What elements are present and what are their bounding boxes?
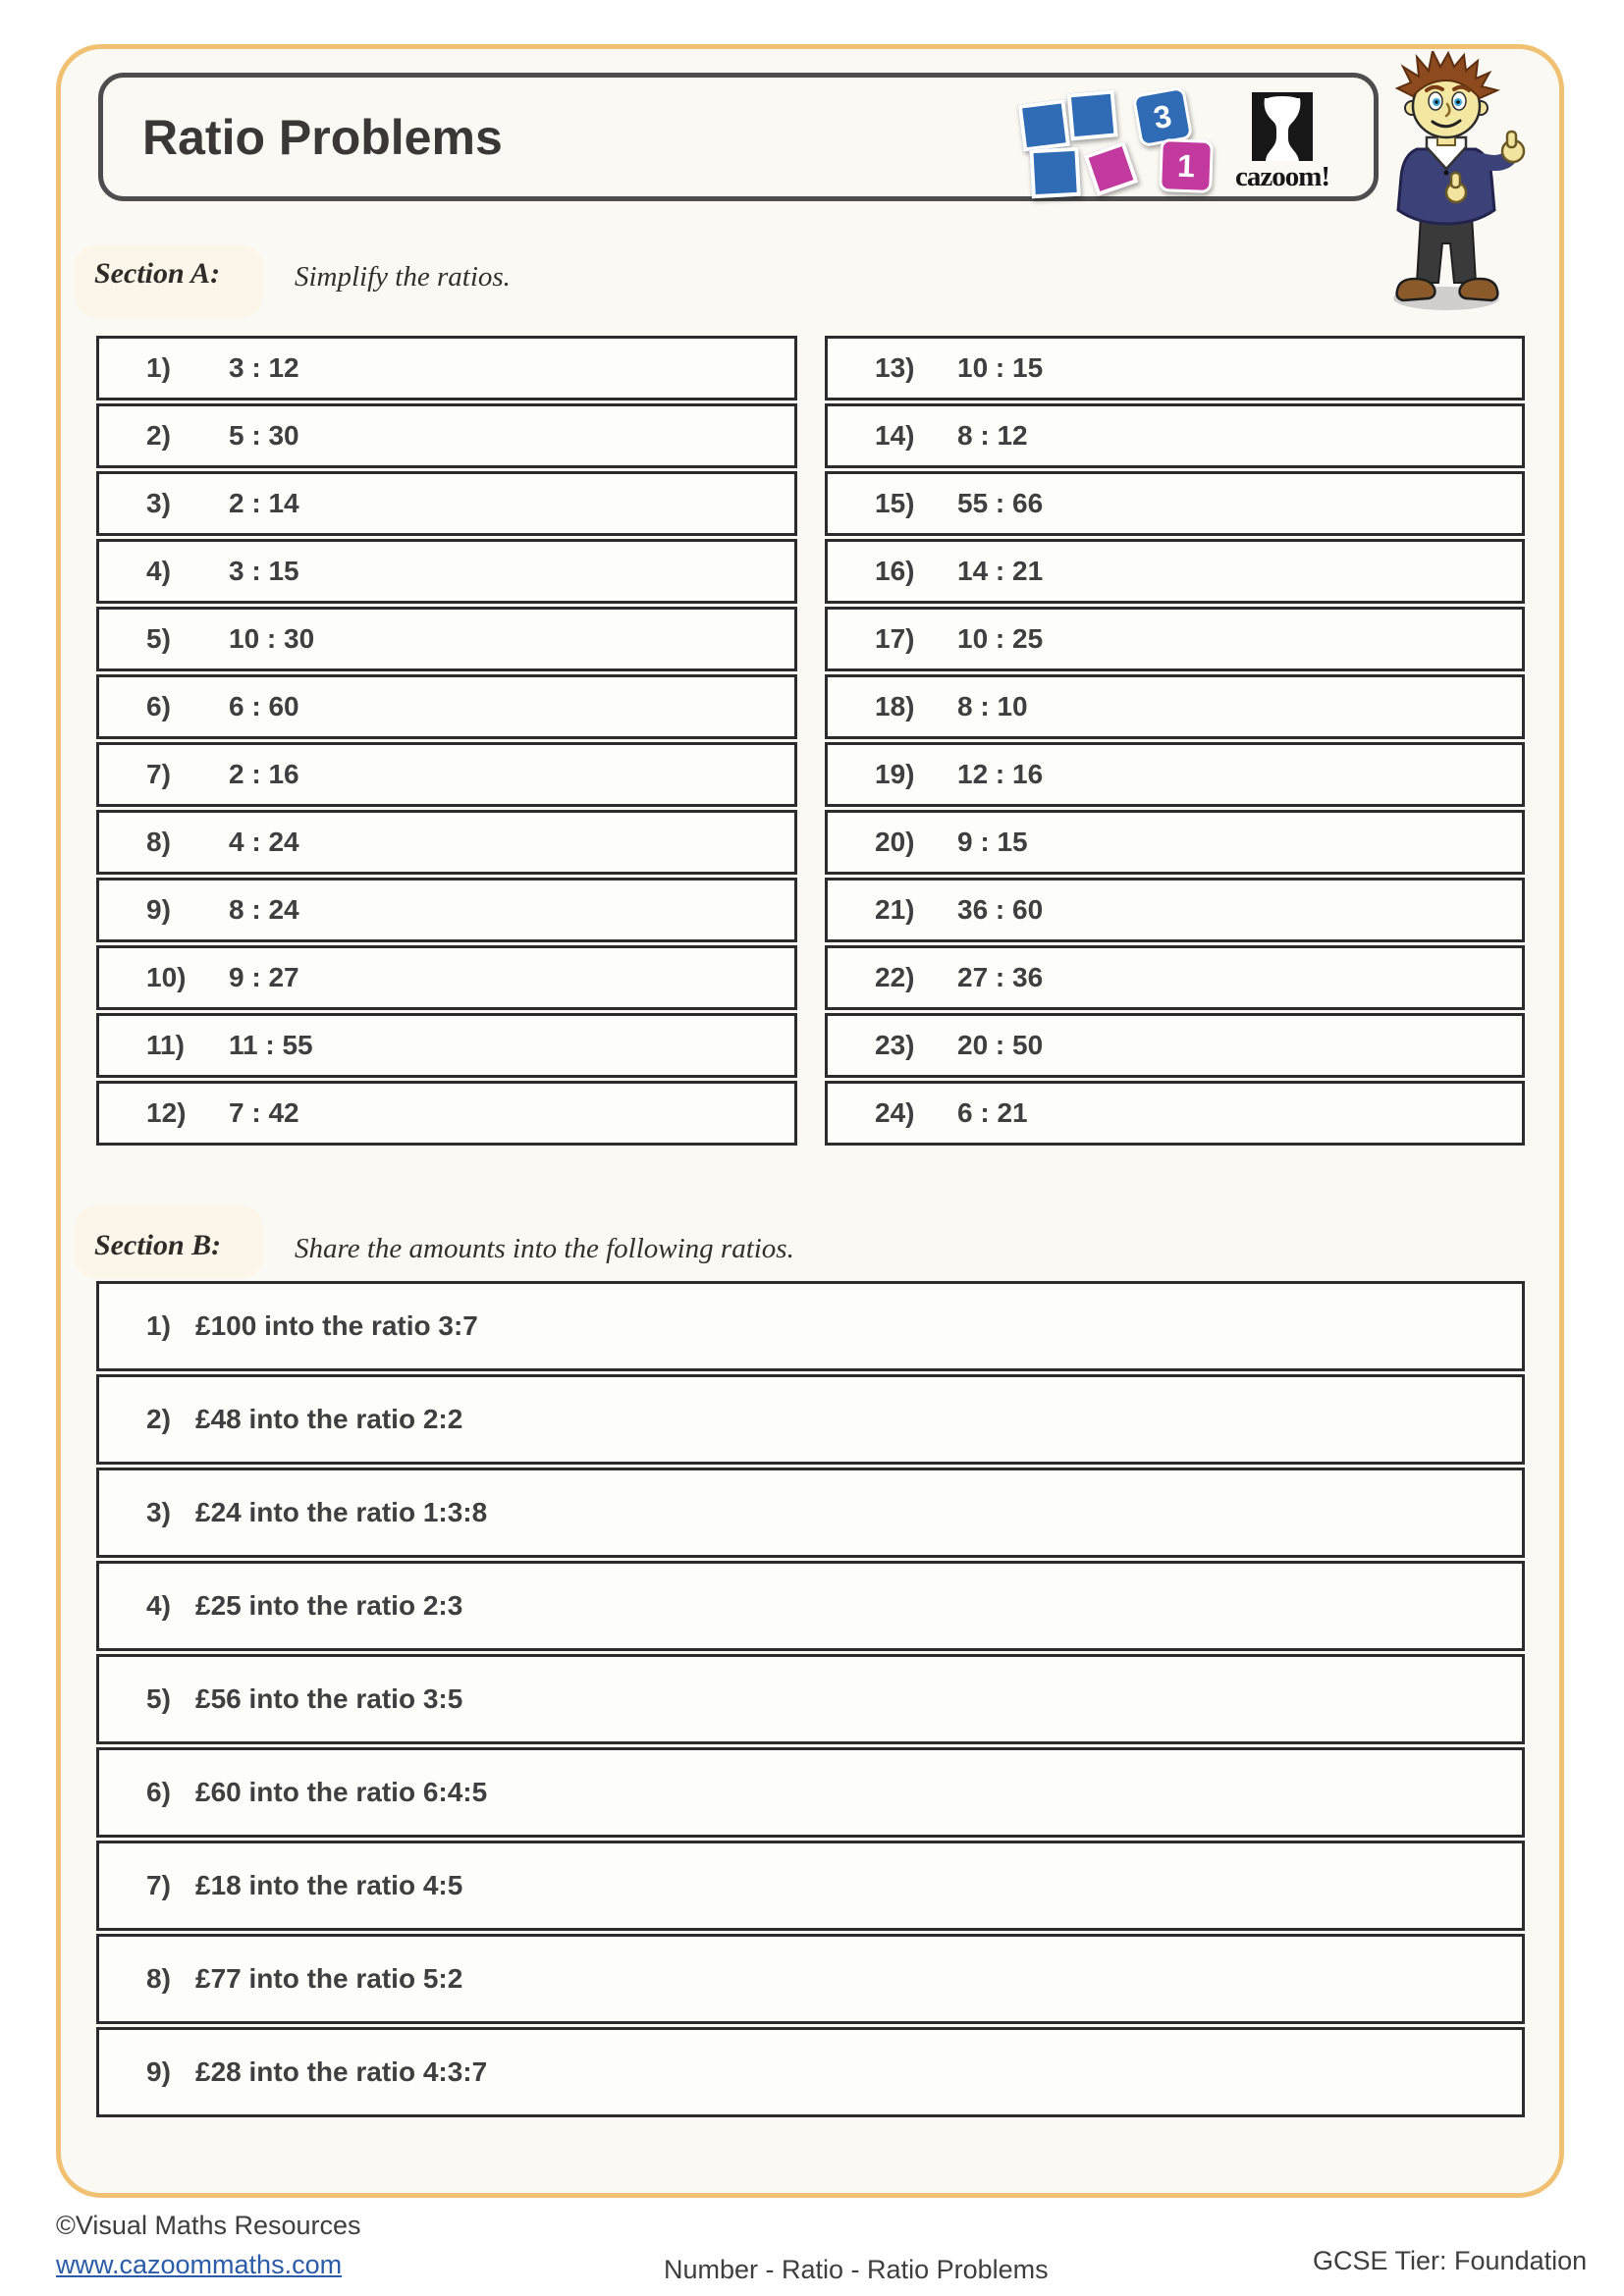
item-number: 7) — [146, 759, 171, 789]
section-a-instruction: Simplify the ratios. — [295, 261, 511, 293]
item-text: £28 into the ratio 4:3:7 — [195, 2056, 488, 2087]
ratio-item — [825, 403, 1525, 468]
title-box — [98, 73, 1379, 201]
item-ratio: 3 : 12 — [229, 352, 299, 383]
item-text: £77 into the ratio 5:2 — [195, 1963, 463, 1994]
logo-number-tile-icon — [1159, 138, 1214, 193]
item-number: 14) — [875, 420, 915, 451]
ratio-item — [825, 539, 1525, 604]
item-ratio: 5 : 30 — [229, 420, 299, 451]
section-b-list — [96, 1281, 1525, 2117]
section-b-label: Section B: — [94, 1229, 222, 1261]
footer-tier: GCSE Tier: Foundation — [1313, 2246, 1588, 2275]
section-b-instruction: Share the amounts into the following ratios. — [295, 1233, 794, 1264]
item-ratio: 2 : 14 — [229, 488, 299, 518]
cazoom-wordmark: cazoom! — [1234, 161, 1330, 192]
logo-number-tile-icon — [1132, 86, 1194, 148]
share-item — [96, 1468, 1525, 1558]
item-number: 12) — [146, 1097, 187, 1128]
item-number: 22) — [875, 962, 915, 992]
ratio-item — [825, 878, 1525, 942]
item-ratio: 6 : 21 — [957, 1097, 1028, 1128]
item-ratio: 55 : 66 — [957, 488, 1044, 518]
item-text: £24 into the ratio 1:3:8 — [195, 1497, 488, 1527]
item-text: £25 into the ratio 2:3 — [195, 1590, 463, 1621]
logo-magenta-square-icon — [1084, 141, 1139, 196]
mascot-boy-illustration — [1360, 51, 1542, 316]
item-number: 16) — [875, 556, 915, 586]
ratio-item — [96, 471, 797, 536]
tile-number: 1 — [1176, 147, 1196, 184]
footer-breadcrumb: Number - Ratio - Ratio Problems — [664, 2255, 1049, 2284]
item-ratio: 14 : 21 — [957, 556, 1044, 586]
item-number: 17) — [875, 623, 915, 654]
ratio-item — [825, 945, 1525, 1010]
item-number: 7) — [146, 1870, 171, 1900]
ratio-item — [825, 336, 1525, 400]
ratio-item — [825, 1013, 1525, 1078]
item-ratio: 8 : 24 — [229, 894, 299, 925]
section-a-right-column — [825, 336, 1525, 1146]
share-item — [96, 1561, 1525, 1651]
share-item — [96, 1747, 1525, 1838]
section-a-label: Section A: — [94, 257, 221, 290]
item-number: 3) — [146, 1497, 171, 1527]
item-ratio: 8 : 10 — [957, 691, 1028, 721]
item-number: 20) — [875, 827, 915, 857]
item-number: 5) — [146, 623, 171, 654]
item-ratio: 3 : 15 — [229, 556, 299, 586]
item-ratio: 2 : 16 — [229, 759, 299, 789]
cazoom-drum-icon — [1252, 92, 1313, 161]
item-ratio: 6 : 60 — [229, 691, 299, 721]
item-number: 10) — [146, 962, 187, 992]
ratio-item — [96, 1013, 797, 1078]
tile-number: 3 — [1151, 97, 1174, 135]
logo-blue-square-icon — [1018, 99, 1070, 151]
item-ratio: 7 : 42 — [229, 1097, 299, 1128]
item-number: 1) — [146, 352, 171, 383]
item-number: 11) — [146, 1030, 185, 1060]
ratio-item — [96, 742, 797, 807]
item-number: 1) — [146, 1310, 171, 1341]
ratio-item — [96, 1081, 797, 1146]
share-item — [96, 1654, 1525, 1744]
share-item — [96, 2027, 1525, 2117]
item-number: 3) — [146, 488, 171, 518]
ratio-item — [825, 471, 1525, 536]
item-number: 21) — [875, 894, 915, 925]
logo-squares-icon — [1018, 88, 1134, 195]
item-text: £100 into the ratio 3:7 — [195, 1310, 478, 1341]
share-item — [96, 1281, 1525, 1371]
share-item — [96, 1374, 1525, 1465]
item-ratio: 9 : 27 — [229, 962, 299, 992]
item-number: 6) — [146, 691, 171, 721]
ratio-item — [825, 674, 1525, 739]
item-ratio: 10 : 30 — [229, 623, 315, 654]
item-number: 13) — [875, 352, 915, 383]
item-ratio: 11 : 55 — [229, 1030, 313, 1060]
ratio-item — [825, 607, 1525, 671]
logo-blue-square-icon — [1067, 89, 1118, 140]
logo-blue-square-icon — [1029, 147, 1081, 199]
item-number: 4) — [146, 556, 171, 586]
ratio-item — [96, 878, 797, 942]
item-number: 4) — [146, 1590, 171, 1621]
page-title: Ratio Problems — [142, 109, 503, 165]
ratio-item — [825, 1081, 1525, 1146]
item-ratio: 10 : 25 — [957, 623, 1044, 654]
ratio-item — [96, 539, 797, 604]
item-ratio: 36 : 60 — [957, 894, 1044, 925]
item-ratio: 12 : 16 — [957, 759, 1044, 789]
item-number: 5) — [146, 1683, 171, 1714]
item-number: 8) — [146, 827, 171, 857]
item-number: 24) — [875, 1097, 915, 1128]
item-number: 8) — [146, 1963, 171, 1994]
item-number: 18) — [875, 691, 915, 721]
item-number: 2) — [146, 420, 171, 451]
item-number: 2) — [146, 1404, 171, 1434]
footer-copyright: ©Visual Maths Resources — [56, 2211, 361, 2240]
section-a-left-column — [96, 336, 797, 1146]
item-number: 9) — [146, 2056, 171, 2087]
footer-website-link[interactable]: www.cazoommaths.com — [56, 2250, 343, 2279]
ratio-item — [96, 810, 797, 875]
ratio-item — [825, 810, 1525, 875]
ratio-item — [96, 336, 797, 400]
ratio-item — [96, 674, 797, 739]
ratio-item — [96, 607, 797, 671]
ratio-item — [96, 945, 797, 1010]
item-number: 15) — [875, 488, 915, 518]
item-text: £18 into the ratio 4:5 — [195, 1870, 463, 1900]
item-number: 9) — [146, 894, 171, 925]
item-ratio: 9 : 15 — [957, 827, 1028, 857]
item-ratio: 10 : 15 — [957, 352, 1044, 383]
item-ratio: 8 : 12 — [957, 420, 1028, 451]
ratio-item — [96, 403, 797, 468]
item-ratio: 27 : 36 — [957, 962, 1044, 992]
item-number: 6) — [146, 1777, 171, 1807]
item-ratio: 20 : 50 — [957, 1030, 1044, 1060]
item-ratio: 4 : 24 — [229, 827, 299, 857]
ratio-item — [825, 742, 1525, 807]
item-number: 19) — [875, 759, 915, 789]
share-item — [96, 1841, 1525, 1931]
item-text: £56 into the ratio 3:5 — [195, 1683, 463, 1714]
item-text: £60 into the ratio 6:4:5 — [195, 1777, 488, 1807]
share-item — [96, 1934, 1525, 2024]
item-text: £48 into the ratio 2:2 — [195, 1404, 463, 1434]
item-number: 23) — [875, 1030, 915, 1060]
